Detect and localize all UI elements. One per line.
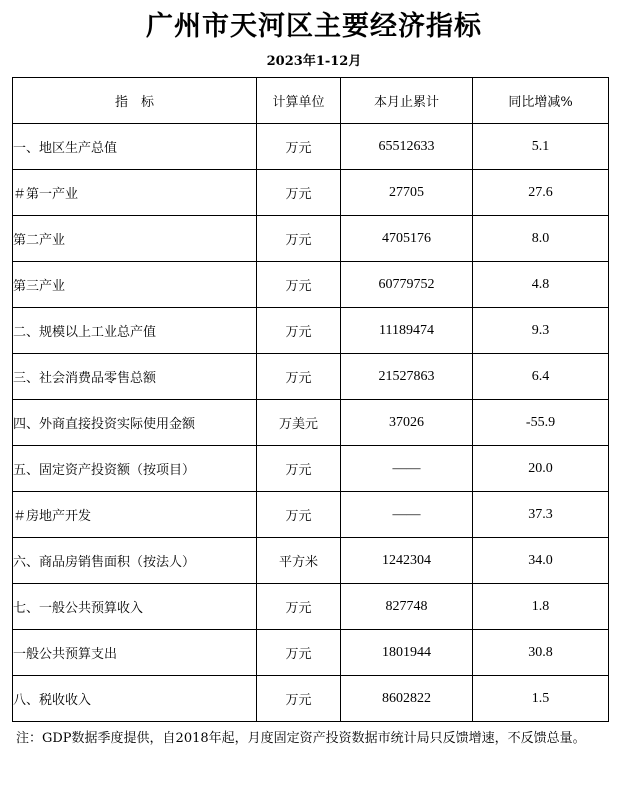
indicator-name: 四、外商直接投资实际使用金额 — [13, 400, 257, 446]
indicator-value: —— — [341, 446, 473, 492]
indicator-name: 六、商品房销售面积（按法人） — [13, 538, 257, 584]
indicator-value: 11189474 — [341, 308, 473, 354]
indicator-value: 827748 — [341, 584, 473, 630]
indicator-yoy: 8.0 — [473, 216, 609, 262]
indicator-name: 五、固定资产投资额（按项目） — [13, 446, 257, 492]
indicator-yoy: -55.9 — [473, 400, 609, 446]
table-row — [13, 124, 609, 170]
table-row — [13, 446, 609, 492]
table-row — [13, 676, 609, 722]
indicator-name: 三、社会消费品零售总额 — [13, 354, 257, 400]
table-row — [13, 170, 609, 216]
indicator-yoy: 6.4 — [473, 354, 609, 400]
indicator-unit: 万元 — [257, 676, 341, 722]
header-unit: 计算单位 — [257, 78, 341, 124]
indicator-value: 60779752 — [341, 262, 473, 308]
table-row — [13, 538, 609, 584]
indicator-name: 七、一般公共预算收入 — [13, 584, 257, 630]
indicator-value: 65512633 — [341, 124, 473, 170]
table-row — [13, 354, 609, 400]
indicator-yoy: 1.5 — [473, 676, 609, 722]
indicator-name: 一般公共预算支出 — [13, 630, 257, 676]
indicator-name: 八、税收收入 — [13, 676, 257, 722]
table-row — [13, 400, 609, 446]
indicator-table — [12, 77, 609, 722]
indicator-unit: 万元 — [257, 584, 341, 630]
indicator-unit: 万美元 — [257, 400, 341, 446]
indicator-yoy: 9.3 — [473, 308, 609, 354]
indicator-value: 37026 — [341, 400, 473, 446]
indicator-yoy: 5.1 — [473, 124, 609, 170]
table-header-row — [13, 78, 609, 124]
indicator-unit: 万元 — [257, 630, 341, 676]
header-yoy: 同比增减% — [473, 78, 609, 124]
header-indicator: 指 标 — [13, 78, 257, 124]
header-cumulative: 本月止累计 — [341, 78, 473, 124]
indicator-value: 8602822 — [341, 676, 473, 722]
indicator-unit: 万元 — [257, 216, 341, 262]
indicator-value: 21527863 — [341, 354, 473, 400]
table-row — [13, 262, 609, 308]
indicator-name: 一、地区生产总值 — [13, 124, 257, 170]
indicator-value: 1242304 — [341, 538, 473, 584]
table-row — [13, 308, 609, 354]
indicator-yoy: 1.8 — [473, 584, 609, 630]
indicator-yoy: 37.3 — [473, 492, 609, 538]
table-row — [13, 216, 609, 262]
indicator-value: 1801944 — [341, 630, 473, 676]
indicator-yoy: 4.8 — [473, 262, 609, 308]
indicator-unit: 万元 — [257, 354, 341, 400]
indicator-value: —— — [341, 492, 473, 538]
indicator-unit: 万元 — [257, 446, 341, 492]
table-row — [13, 630, 609, 676]
indicator-yoy: 30.8 — [473, 630, 609, 676]
footnote: 注：GDP数据季度提供，自2018年起，月度固定资产投资数据市统计局只反馈增速，不反馈总量。 — [16, 731, 586, 746]
table-row — [13, 492, 609, 538]
indicator-value: 27705 — [341, 170, 473, 216]
indicator-name: 第二产业 — [13, 216, 257, 262]
indicator-name: ＃第一产业 — [13, 170, 257, 216]
indicator-value: 4705176 — [341, 216, 473, 262]
indicator-unit: 万元 — [257, 308, 341, 354]
indicator-name: 第三产业 — [13, 262, 257, 308]
indicator-unit: 万元 — [257, 170, 341, 216]
indicator-unit: 万元 — [257, 124, 341, 170]
page-title: 广州市天河区主要经济指标 — [146, 11, 482, 42]
indicator-yoy: 34.0 — [473, 538, 609, 584]
indicator-name: ＃房地产开发 — [13, 492, 257, 538]
indicator-unit: 平方米 — [257, 538, 341, 584]
indicator-unit: 万元 — [257, 262, 341, 308]
report-period: 2023年1-12月 — [266, 54, 362, 69]
indicator-yoy: 27.6 — [473, 170, 609, 216]
indicator-yoy: 20.0 — [473, 446, 609, 492]
table-row — [13, 584, 609, 630]
indicator-name: 二、规模以上工业总产值 — [13, 308, 257, 354]
indicator-unit: 万元 — [257, 492, 341, 538]
